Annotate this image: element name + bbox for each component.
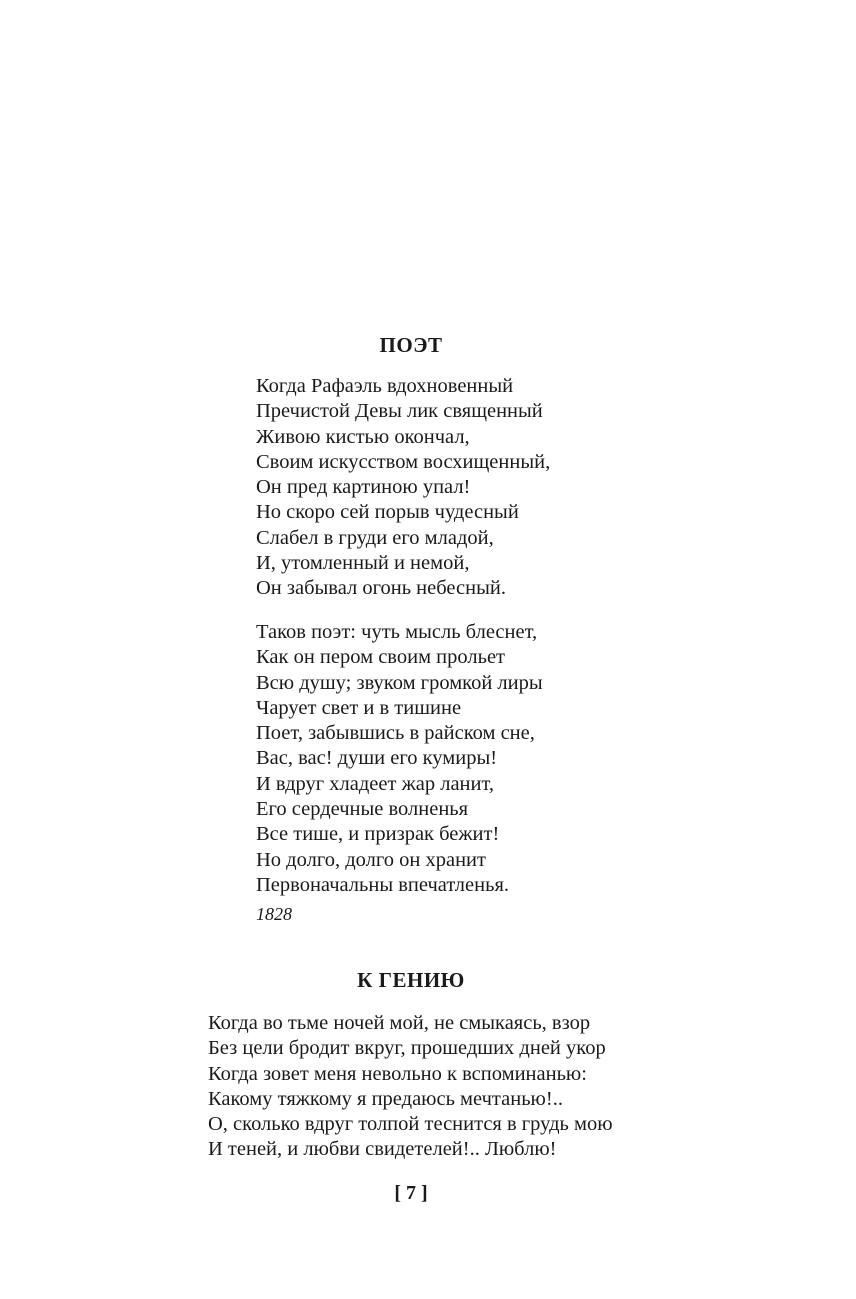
poem-line: И вдруг хладеет жар ланит, [256,772,495,795]
poem-line: И, утомленный и немой, [256,552,470,575]
poem-line: И теней, и любви свидетелей!.. Люблю! [208,1138,557,1161]
poem-line: Поет, забывшись в райском сне, [256,722,535,745]
poem-line: Таков поэт: чуть мысль блеснет, [256,621,538,643]
poem-stanza [256,620,543,898]
poem-line: Вас, вас! души его кумиры! [256,747,498,770]
poem-line: Чарует свет и в тишине [256,696,462,719]
poem-line: Первоначальны впечатленья. [256,873,509,896]
poem-line: Его сердечные волненья [256,798,469,821]
poem-title-to-genius: К ГЕНИЮ [357,968,465,992]
poem-line: Как он пером своим прольет [256,646,506,669]
poem-line: Но скоро сей порыв чудесный [256,501,519,524]
poem-line: Но долго, долго он хранит [256,848,486,871]
poem-date: 1828 [256,904,292,924]
poem-line: Он забывал огонь небесный. [256,577,506,600]
poem-line: Своим искусством восхищенный, [256,450,551,473]
poem-title-poet: ПОЭТ [379,333,443,357]
poem-line: Всю душу; звуком громкой лиры [256,671,543,694]
poem-line: Когда во тьме ночей мой, не смыкаясь, взор [208,1012,591,1034]
poem-stanza [256,374,550,602]
poem-line: Слабел в груди его младой, [256,526,494,549]
poem-line: Пречистой Девы лик священный [256,400,543,423]
page-number: [ 7 ] [394,1182,428,1204]
poem-stanza [208,1011,613,1163]
poem-line: Он пред картиною упал! [256,476,471,499]
poem-line: Без цели бродит вкруг, прошедших дней укор [208,1037,606,1060]
poem-line: Все тише, и призрак бежит! [256,823,500,846]
poem-line: Какому тяжкому я предаюсь мечтанью!.. [208,1087,563,1110]
poem-line: О, сколько вдруг толпой теснится в грудь мою [208,1113,613,1136]
poem-line: Когда Рафаэль вдохновенный [256,375,514,397]
poem-line: Когда зовет меня невольно к вспоминанью: [208,1062,587,1085]
poem-line: Живою кистью окончал, [256,425,470,448]
